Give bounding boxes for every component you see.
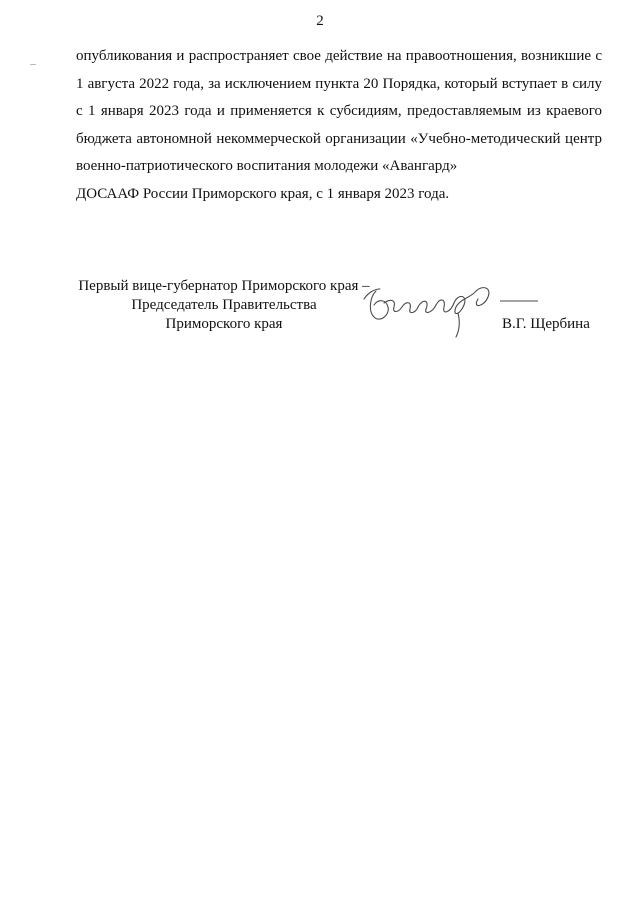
signature-block — [0, 277, 640, 357]
handwritten-signature — [360, 277, 540, 347]
signatory-title-line-3: Приморского края — [165, 316, 283, 332]
page-number: 2 — [316, 13, 324, 29]
margin-mark — [30, 64, 36, 65]
signatory-name: В.Г. Щербина — [502, 316, 590, 332]
signatory-title-line-1: Первый вице-губернатор Приморского края – — [78, 278, 370, 294]
body-paragraph-main: опубликования и распространяет свое действие на правоотношения, возникшие с 1 августа 2022 года, за исключением пункта 20 Порядка, который вступает в силу с 1 января 2023 года и применяется к субсидиям, предоставляемым из краевого бюджета автономной некоммерческой организации «Учебно-методический центр военно-патриотического воспитания молодежи «Авангард» — [76, 48, 602, 174]
body-paragraph — [76, 43, 602, 208]
signatory-title-line-2: Председатель Правительства — [131, 297, 317, 313]
body-paragraph-last-line: ДОСААФ России Приморского края, с 1 января 2023 года. — [76, 185, 450, 202]
